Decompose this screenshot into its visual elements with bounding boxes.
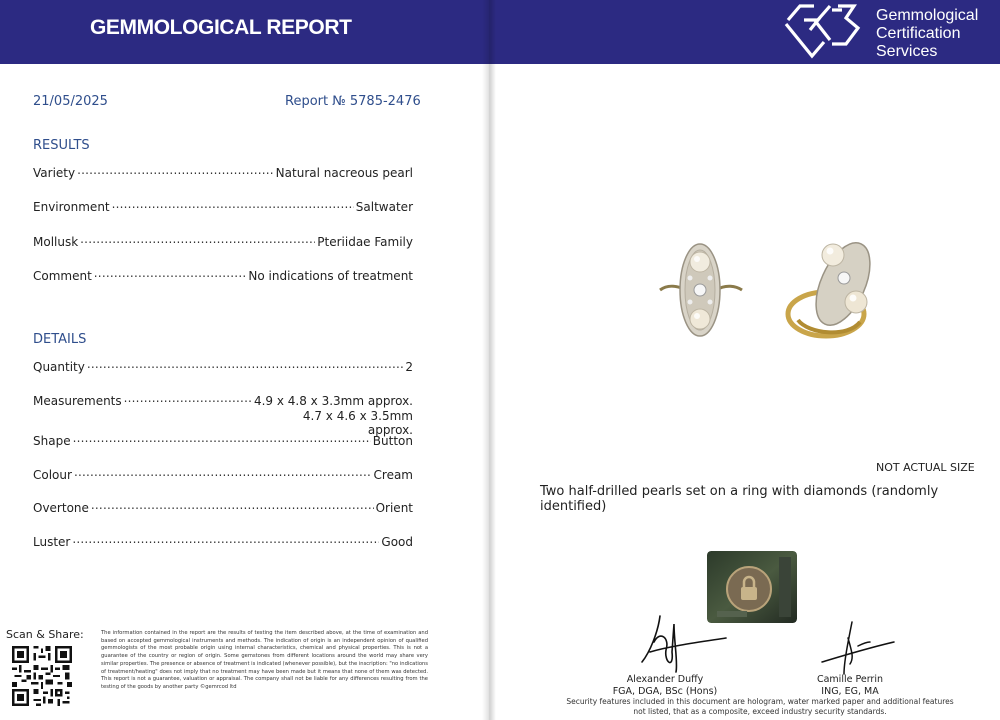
details-title: DETAILS: [33, 332, 87, 347]
leader-dots: [91, 498, 374, 512]
row-value: Pteriidae Family: [317, 235, 413, 249]
leader-dots: [112, 197, 354, 211]
row-value: No indications of treatment: [248, 269, 413, 283]
item-description: Two half-drilled pearls set on a ring with diamonds (randomly identified): [540, 484, 939, 514]
brand-line: Certification: [876, 25, 961, 42]
not-actual-size-label: NOT ACTUAL SIZE: [876, 461, 975, 474]
detail-row: [33, 357, 413, 375]
row-label: Quantity: [33, 360, 85, 374]
row-value: Saltwater: [355, 200, 413, 214]
detail-row: [33, 498, 413, 516]
leader-dots: [73, 431, 371, 445]
row-value: Cream: [373, 468, 413, 482]
leader-dots: [77, 163, 274, 177]
brand-name: [876, 7, 978, 61]
signer-name: Alexander Duffy: [626, 674, 704, 685]
signer-block: [780, 674, 920, 698]
report-number: Report № 5785-2476: [285, 94, 421, 109]
result-row: [33, 197, 413, 215]
row-value: Button: [372, 434, 413, 448]
row-label: Variety: [33, 166, 76, 180]
detail-row: [33, 465, 413, 483]
signer-name: Camille Perrin: [816, 674, 884, 685]
signature-camille-perrin: [818, 618, 898, 676]
row-label: Mollusk: [33, 235, 79, 249]
leader-dots: [87, 357, 404, 371]
page-fold: [482, 0, 496, 720]
row-value: Natural nacreous pearl: [275, 166, 413, 180]
signer-credentials: ING, EG, MA: [821, 686, 879, 697]
ring-front-view-icon: [660, 244, 742, 336]
result-row: [33, 163, 413, 181]
security-note: Security features included in this document are hologram, water marked paper and additional features not listed, that as a composite, exceed industry security standards.: [566, 697, 954, 716]
signature-alexander-duffy: [630, 612, 730, 674]
brand-line: Services: [876, 43, 938, 60]
row-label: Colour: [33, 468, 72, 482]
leader-dots: [124, 391, 252, 405]
row-label: Luster: [33, 535, 71, 549]
report-title: GEMMOLOGICAL REPORT: [90, 16, 352, 39]
result-row: [33, 266, 413, 284]
row-label: Comment: [33, 269, 92, 283]
brand-line: Gemmological: [876, 7, 979, 24]
row-value-secondary: 4.7 x 4.6 x 3.5mm approx.: [302, 409, 413, 437]
scan-share-label: Scan & Share:: [6, 628, 84, 641]
ring-photo: [648, 238, 898, 342]
row-value: 2: [405, 360, 413, 374]
detail-row: [33, 431, 413, 449]
row-label: Environment: [33, 200, 110, 214]
signer-block: [590, 674, 740, 698]
leader-dots: [94, 266, 247, 280]
gcs-logo-icon: [780, 2, 866, 60]
row-label: Overtone: [33, 501, 89, 515]
row-value: Good: [381, 535, 413, 549]
row-value: Orient: [375, 501, 413, 515]
signer-credentials: FGA, DGA, BSc (Hons): [612, 686, 718, 697]
ring-side-view-icon: [788, 238, 881, 336]
report-date: 21/05/2025: [33, 94, 108, 109]
leader-dots: [74, 465, 372, 479]
row-label: Shape: [33, 434, 71, 448]
detail-row: [33, 391, 413, 409]
result-row: [33, 232, 413, 250]
leader-dots: [80, 232, 315, 246]
row-value: 4.9 x 4.8 x 3.3mm approx.: [253, 394, 413, 408]
leader-dots: [72, 532, 379, 546]
detail-row: [33, 532, 413, 550]
qr-code-icon[interactable]: [12, 646, 72, 706]
disclaimer-text: The information contained in the report are the results of testing the item described above, at the time of examination and based on accepted gemmological instruments and methods. The indication of origin is an independent opinion of qualified gemmologists of the most probable origin using internal characteristics, chemical and physical properties. This is not a guarantee of the country or region of origin. Some gemstones from different locations around the world may share very similar properties. The presence or absence of treatment is indicated (whenever possible), but the inscription: "no indications of treatment/heating" does not imply that no treatment may have been made but it means that none of them was detected. This report is not a guarantee, valuation or appraisal. The company shall not be liable for any differences resulting from the testing of the goods by another party ©gemrcod ltd: [101, 630, 428, 690]
row-label: Measurements: [33, 394, 122, 408]
results-title: RESULTS: [33, 138, 90, 153]
